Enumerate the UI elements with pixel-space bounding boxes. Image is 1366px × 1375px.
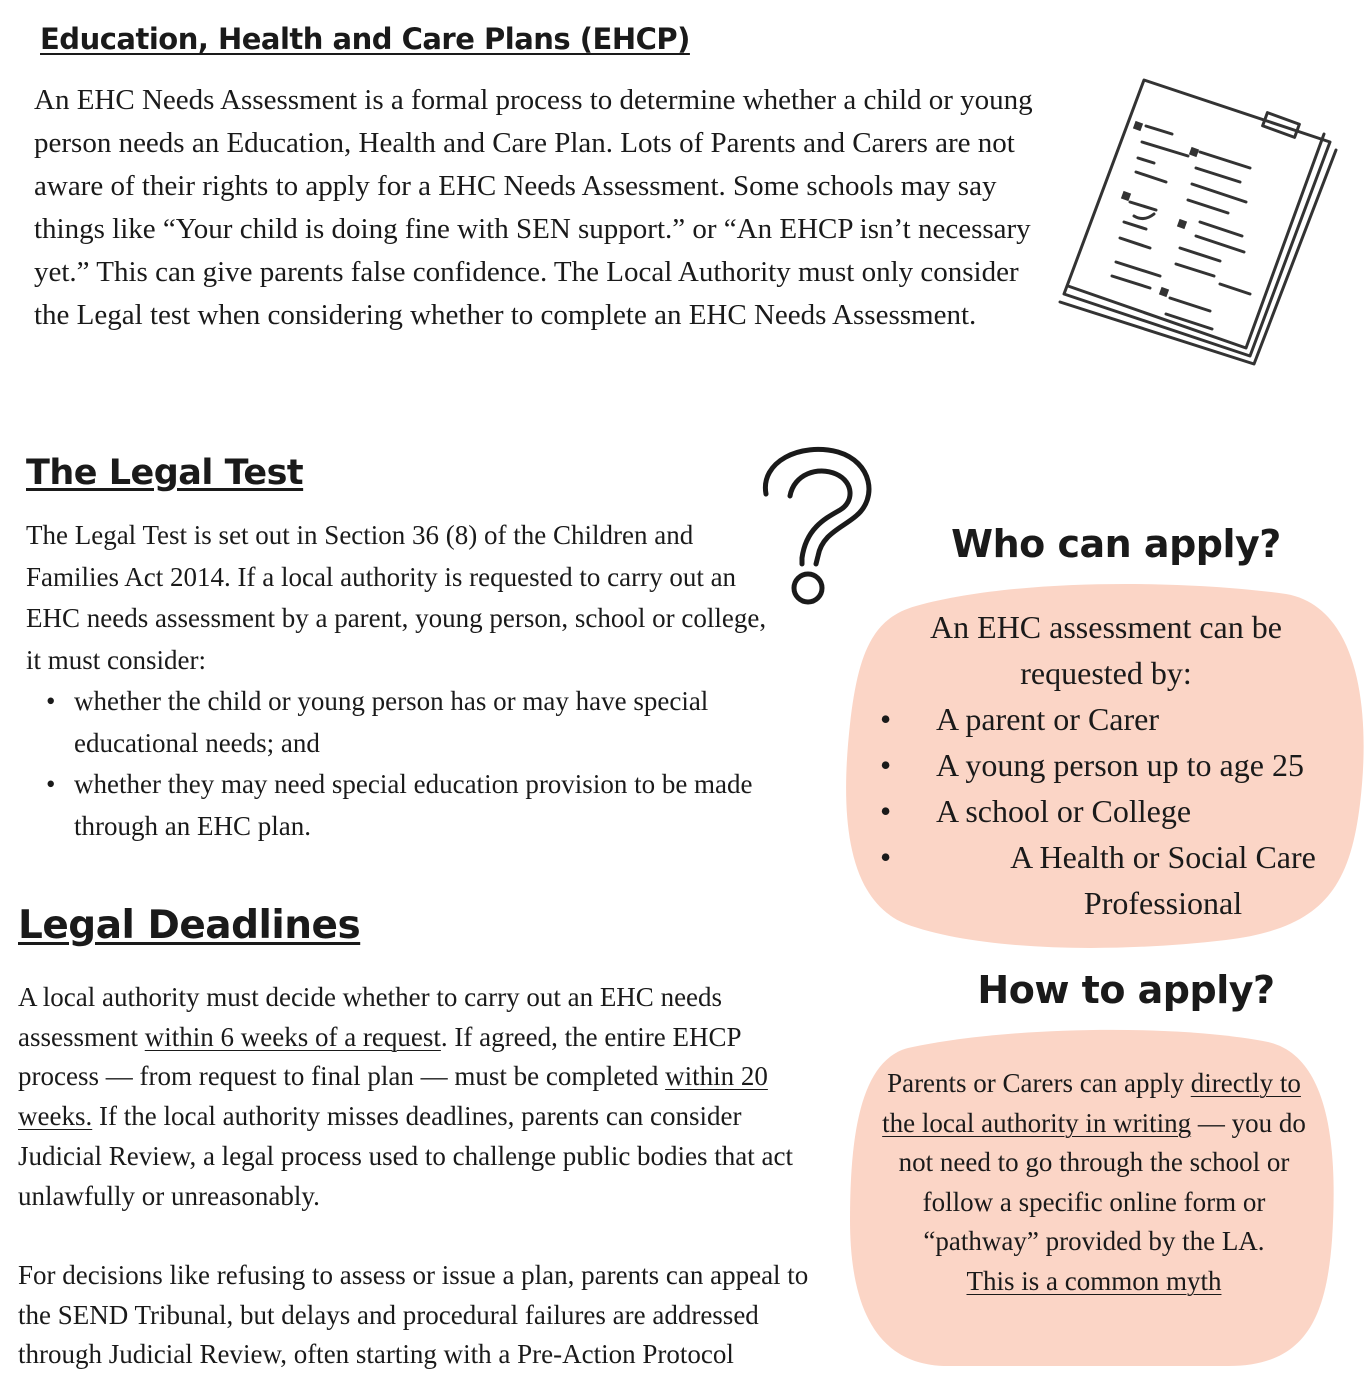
common-myth-note: This is a common myth: [966, 1265, 1222, 1296]
legal-test-criteria-list: [26, 681, 834, 847]
legal-deadlines-heading: Legal Deadlines: [18, 903, 361, 948]
legal-test-heading: The Legal Test: [26, 453, 304, 493]
deadlines-paragraph: A local authority must decide whether to carry out an EHC needs assessment within 6 weeks of a request. If agreed, the entire EHCP process — from request to final plan — must be completed within 20 weeks. If the local authority misses deadlines, parents can consider Judicial Review, a legal process used to challenge public bodies that act unlawfully or unreasonably.: [18, 982, 793, 1211]
list-item: • A young person up to age 25: [880, 742, 1350, 788]
legal-test-paragraph: The Legal Test is set out in Section 36 (8) of the Children and Families Act 2014. If a local authority is requested to carry out an EHC needs assessment by a parent, young person, school or college, it must consider:: [26, 520, 767, 675]
how-to-apply-title: How to apply?: [977, 968, 1275, 1012]
how-to-apply-text: Parents or Carers can apply directly to the local authority in writing — you do not need to go through the school or follow a specific online form or “pathway” provided by the LA. This is a common myth: [882, 1068, 1306, 1296]
intro-paragraph: An EHC Needs Assessment is a formal process to determine whether a child or young person needs an Education, Health and Care Plan. Lots of Parents and Carers are not aware of their rights to apply for a EHC Needs Assessment. Some schools may say things like “Your child is doing fine with SEN support.” or “An EHCP isn’t necessary yet.” This can give parents false confidence. The Local Authority must only consider the Legal test when considering whether to complete an EHC Needs Assessment.: [34, 84, 1033, 331]
document-stack-icon: [1050, 72, 1340, 362]
list-item: • A school or College: [880, 788, 1350, 834]
tribunal-paragraph: For decisions like refusing to assess or issue a plan, parents can appeal to the SEND Tribunal, but delays and procedural failures are addressed through Judicial Review, often starting with a Pre-Action Protocol: [18, 1260, 809, 1370]
ehcp-heading: Education, Health and Care Plans (EHCP): [40, 22, 690, 56]
who-intro-text: An EHC assessment can be requested by:: [930, 609, 1282, 691]
list-item: • whether they may need special education provision to be made through an EHC plan.: [74, 764, 834, 847]
who-can-apply-title: Who can apply?: [951, 522, 1281, 566]
who-can-apply-list: [880, 696, 1350, 926]
list-item: • A Health or Social Care Professional: [880, 834, 1350, 926]
list-item: • A parent or Carer: [880, 696, 1350, 742]
list-item: • whether the child or young person has or may have special educational needs; and: [74, 681, 834, 764]
